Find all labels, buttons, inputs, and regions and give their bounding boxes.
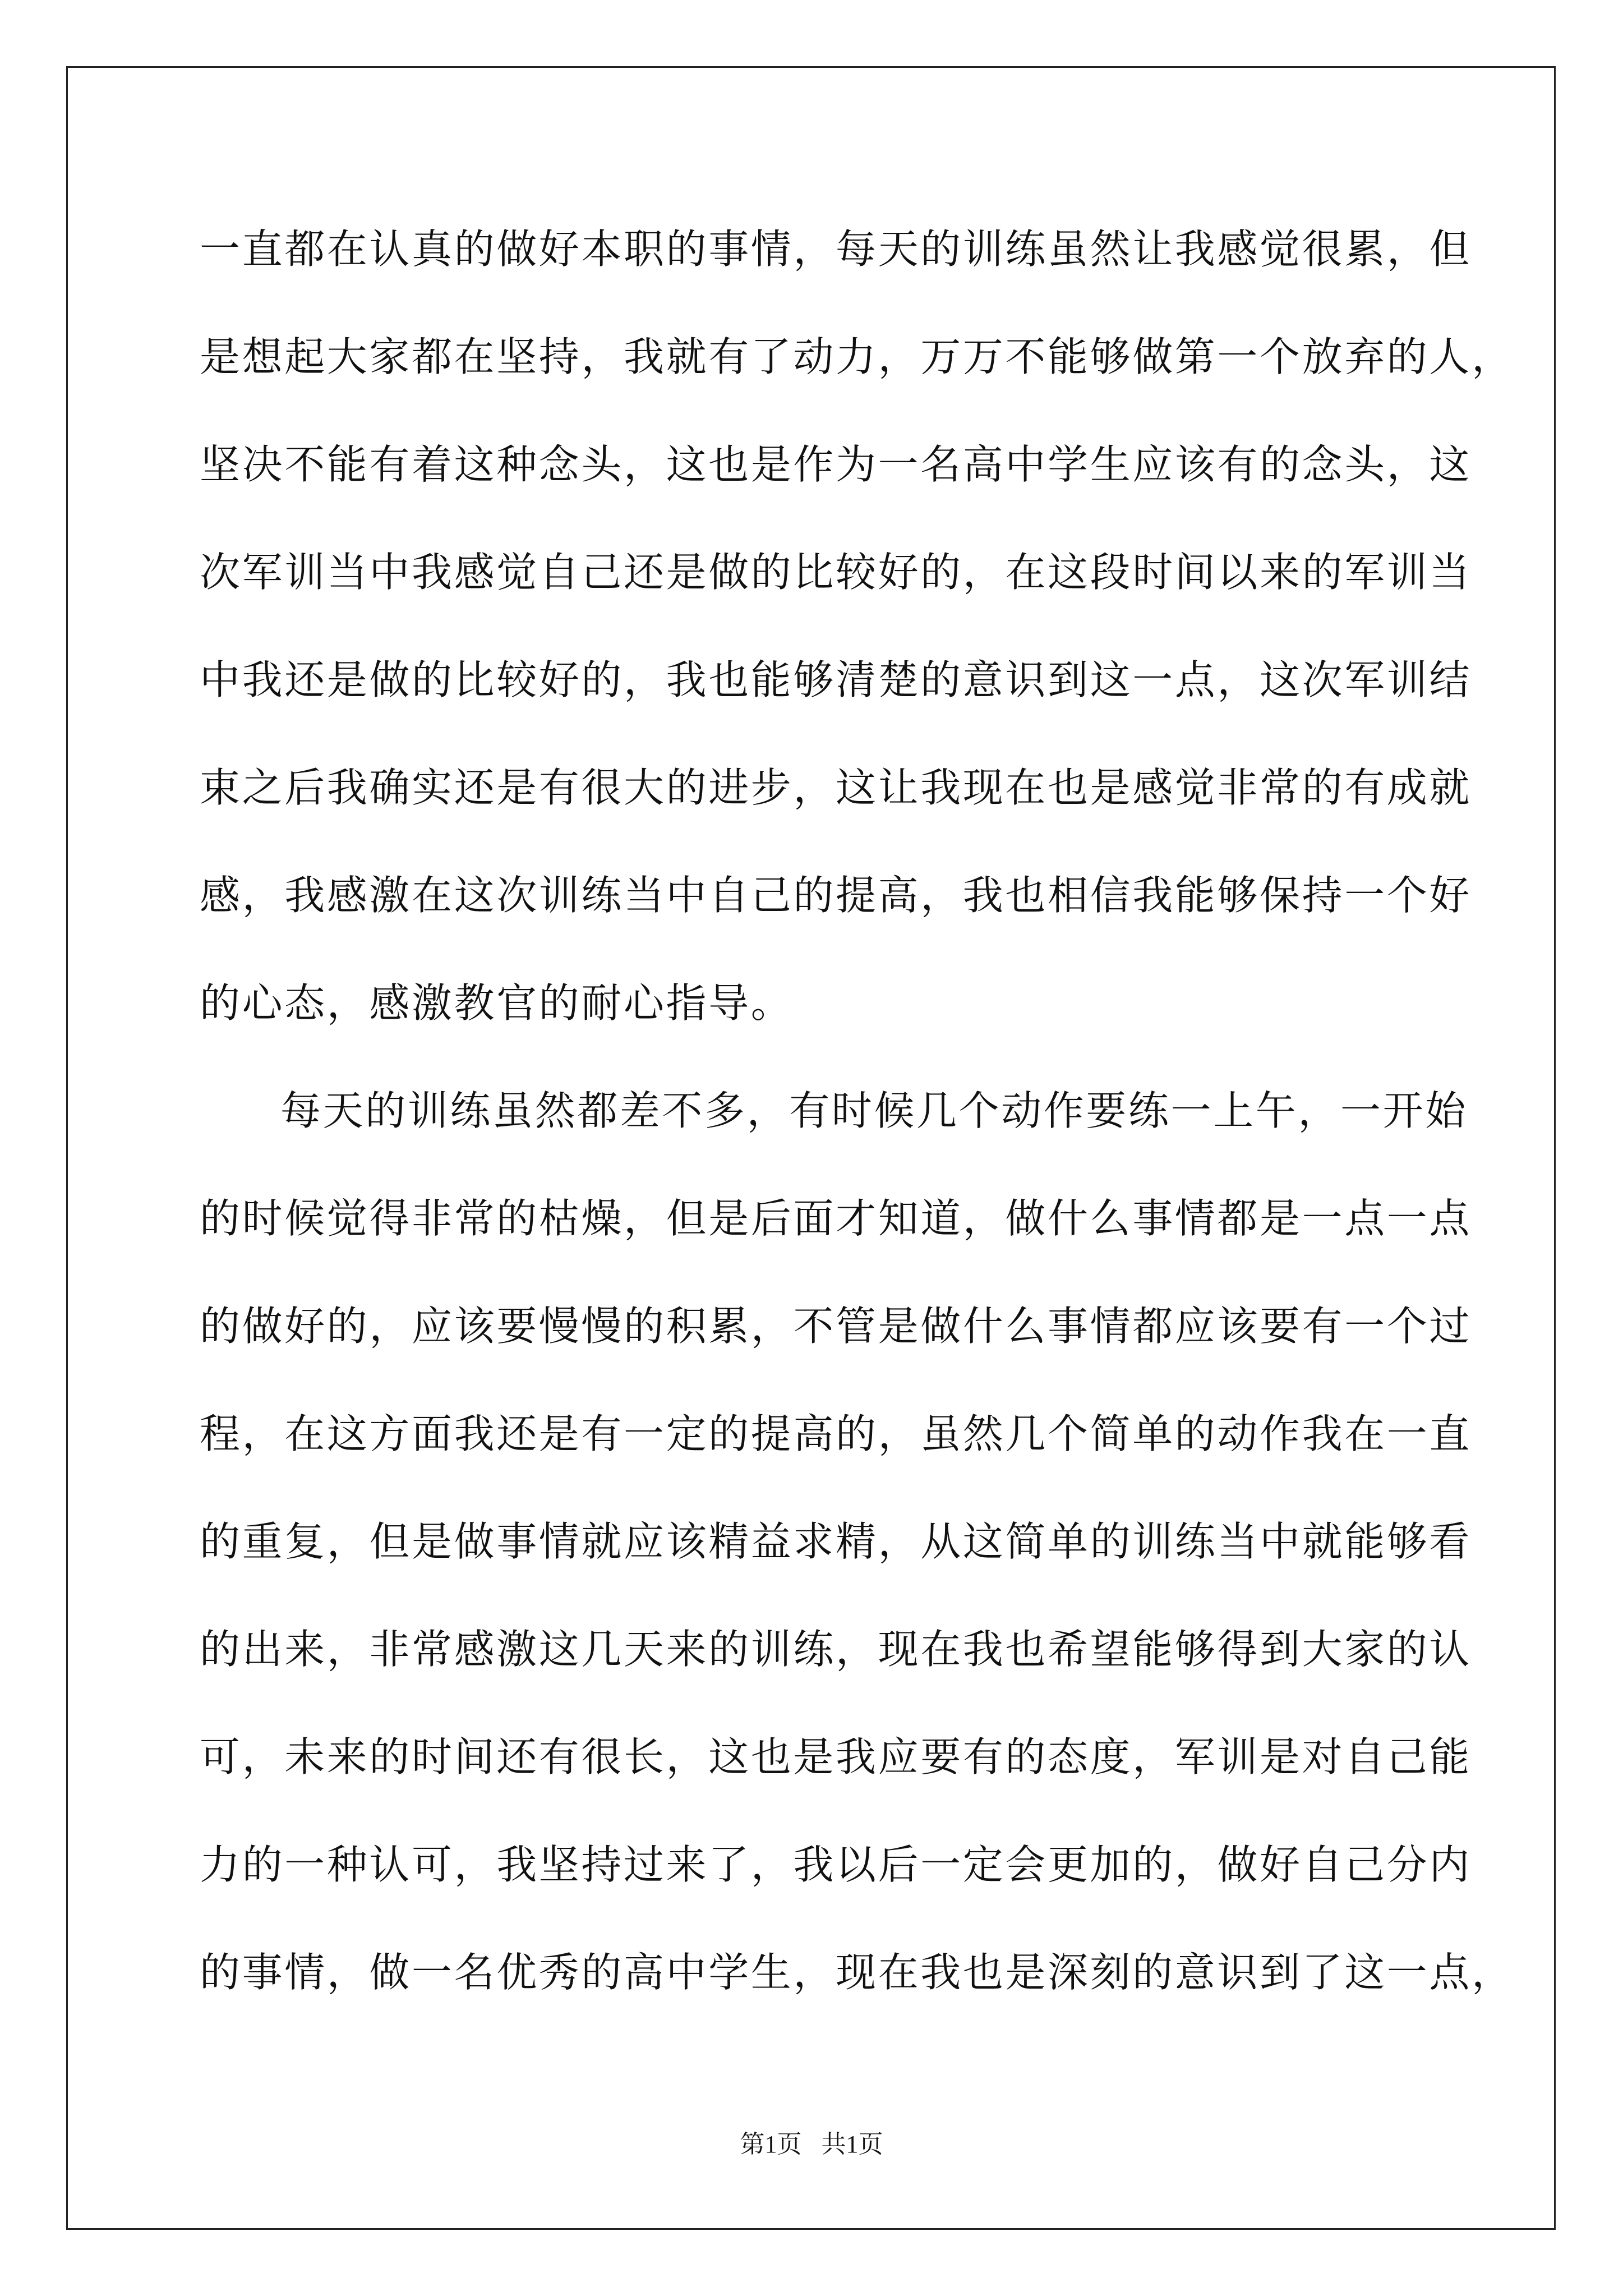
paragraph-2-line-6: 的出来，非常感激这几天来的训练，现在我也希望能够得到大家的认 [200, 1626, 1472, 1673]
page-border [66, 66, 1556, 2230]
paragraph-2-line-5: 的重复，但是做事情就应该精益求精，从这简单的训练当中就能够看 [200, 1518, 1472, 1565]
paragraph-2-line-2: 的时候觉得非常的枯燥，但是后面才知道，做什么事情都是一点一点 [200, 1195, 1472, 1242]
paragraph-1-line-6: 束之后我确实还是有很大的进步，这让我现在也是感觉非常的有成就 [200, 764, 1472, 811]
paragraph-1-line-1: 一直都在认真的做好本职的事情，每天的训练虽然让我感觉很累，但 [200, 226, 1472, 273]
page-footer [0, 2129, 1623, 2160]
paragraph-1-line-4: 次军训当中我感觉自己还是做的比较好的，在这段时间以来的军训当 [200, 549, 1472, 596]
paragraph-2-line-3: 的做好的，应该要慢慢的积累，不管是做什么事情都应该要有一个过 [200, 1303, 1472, 1350]
paragraph-1-line-2: 是想起大家都在坚持，我就有了动力，万万不能够做第一个放弃的人， [200, 333, 1514, 380]
paragraph-2-line-7: 可，未来的时间还有很长，这也是我应要有的态度，军训是对自己能 [200, 1733, 1472, 1780]
paragraph-2-line-1: 每天的训练虽然都差不多，有时候几个动作要练一上午，一开始 [280, 1087, 1468, 1134]
paragraph-1-line-8: 的心态，感激教官的耐心指导。 [200, 979, 794, 1027]
paragraph-2-line-8: 力的一种认可，我坚持过来了，我以后一定会更加的，做好自己分内 [200, 1841, 1472, 1888]
paragraph-1-line-7: 感，我感激在这次训练当中自己的提高，我也相信我能够保持一个好 [200, 872, 1472, 919]
paragraph-1-line-5: 中我还是做的比较好的，我也能够清楚的意识到这一点，这次军训结 [200, 656, 1472, 703]
paragraph-2-line-9: 的事情，做一名优秀的高中学生，现在我也是深刻的意识到了这一点， [200, 1949, 1514, 1996]
paragraph-1-line-3: 坚决不能有着这种念头，这也是作为一名高中学生应该有的念头，这 [200, 441, 1472, 488]
page-total: 共1页 [821, 2131, 883, 2158]
page-number: 第1页 [740, 2131, 802, 2158]
paragraph-2-line-4: 程，在这方面我还是有一定的提高的，虽然几个简单的动作我在一直 [200, 1410, 1472, 1457]
